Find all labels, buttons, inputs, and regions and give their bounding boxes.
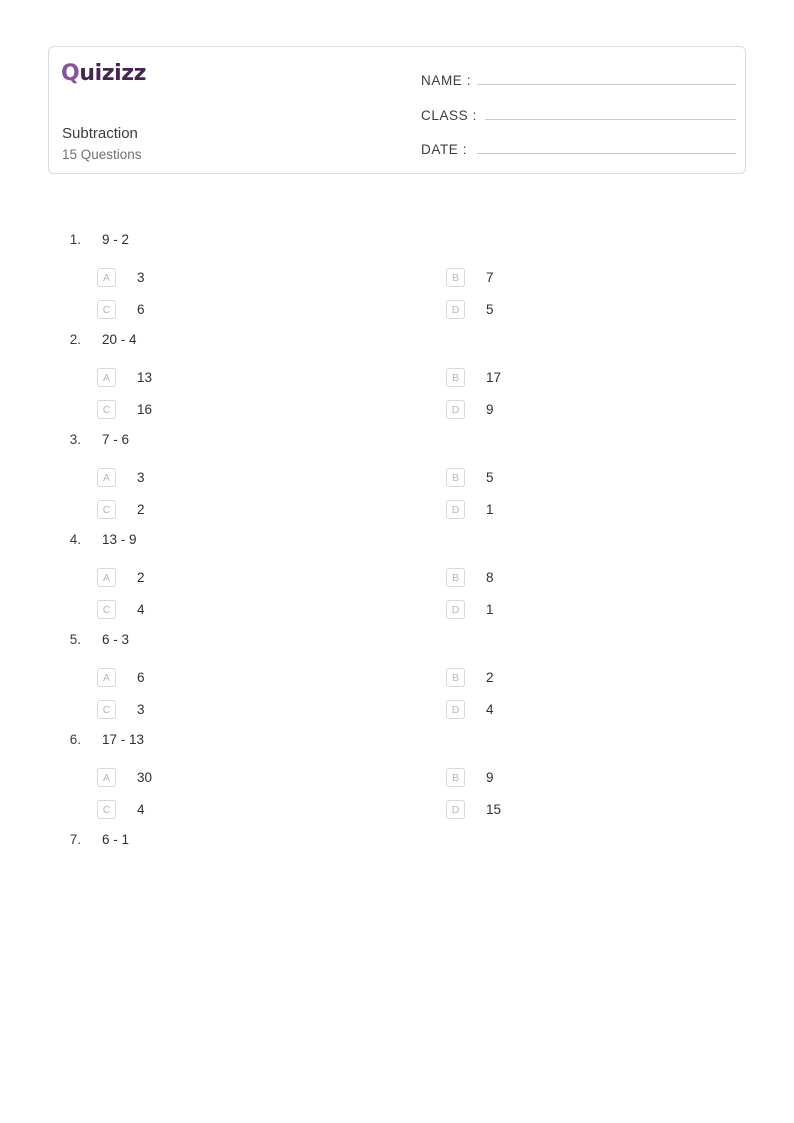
name-input[interactable] xyxy=(477,70,736,85)
choice-text: 15 xyxy=(486,802,502,817)
name-field-row xyxy=(421,70,736,88)
choice-text: 5 xyxy=(486,470,494,485)
choice-letter-badge: B xyxy=(446,268,465,287)
choice-option[interactable] xyxy=(397,598,746,621)
choice-option[interactable] xyxy=(48,398,397,421)
choice-letter-badge: A xyxy=(97,568,116,587)
choice-text: 4 xyxy=(137,602,145,617)
question-header xyxy=(48,432,748,456)
choices-grid xyxy=(48,266,748,321)
question-number: 5. xyxy=(69,632,81,647)
choice-letter-badge: C xyxy=(97,800,116,819)
question-text: 9 - 2 xyxy=(102,232,130,247)
question-number: 7. xyxy=(69,832,81,847)
quizizz-logo xyxy=(61,61,146,86)
question-text: 20 - 4 xyxy=(102,332,137,347)
question-item xyxy=(48,532,748,621)
choice-text: 2 xyxy=(486,670,494,685)
choice-text: 9 xyxy=(486,402,494,417)
choice-option[interactable] xyxy=(397,766,746,789)
choice-text: 9 xyxy=(486,770,494,785)
choice-letter-badge: A xyxy=(97,768,116,787)
choice-text: 6 xyxy=(137,302,145,317)
choice-option[interactable] xyxy=(48,498,397,521)
question-item xyxy=(48,632,748,721)
question-item xyxy=(48,432,748,521)
choice-option[interactable] xyxy=(48,798,397,821)
choice-option[interactable] xyxy=(397,298,746,321)
choice-text: 7 xyxy=(486,270,494,285)
question-item xyxy=(48,732,748,821)
questions-list xyxy=(48,232,748,867)
choice-letter-badge: B xyxy=(446,768,465,787)
choice-letter-badge: A xyxy=(97,368,116,387)
question-number: 1. xyxy=(69,232,81,247)
question-header xyxy=(48,632,748,656)
choice-letter-badge: D xyxy=(446,700,465,719)
choice-letter-badge: A xyxy=(97,268,116,287)
choice-letter-badge: B xyxy=(446,368,465,387)
choice-text: 13 xyxy=(137,370,153,385)
question-number: 2. xyxy=(69,332,81,347)
choice-letter-badge: D xyxy=(446,300,465,319)
choice-option[interactable] xyxy=(48,598,397,621)
choice-option[interactable] xyxy=(397,498,746,521)
choice-option[interactable] xyxy=(48,298,397,321)
choice-letter-badge: D xyxy=(446,800,465,819)
choice-option[interactable] xyxy=(397,266,746,289)
question-item xyxy=(48,332,748,421)
choice-text: 1 xyxy=(486,602,494,617)
choice-letter-badge: B xyxy=(446,468,465,487)
question-number: 6. xyxy=(69,732,81,747)
choice-text: 5 xyxy=(486,302,494,317)
choice-text: 3 xyxy=(137,470,145,485)
choice-letter-badge: D xyxy=(446,600,465,619)
date-input[interactable] xyxy=(477,139,736,154)
question-count: 15 Questions xyxy=(62,147,142,162)
choice-option[interactable] xyxy=(397,666,746,689)
question-text: 7 - 6 xyxy=(102,432,130,447)
date-field-row xyxy=(421,139,736,157)
choice-text: 1 xyxy=(486,502,494,517)
choice-letter-badge: C xyxy=(97,400,116,419)
question-text: 6 - 3 xyxy=(102,632,130,647)
choice-text: 2 xyxy=(137,502,145,517)
question-header xyxy=(48,832,748,856)
question-text: 17 - 13 xyxy=(102,732,145,747)
choice-text: 30 xyxy=(137,770,153,785)
choice-option[interactable] xyxy=(397,398,746,421)
date-field-label: DATE : xyxy=(421,142,468,157)
page-title: Subtraction xyxy=(62,125,138,142)
choice-letter-badge: D xyxy=(446,400,465,419)
choice-option[interactable] xyxy=(397,366,746,389)
worksheet-header-card xyxy=(48,46,746,174)
class-field-label: CLASS : xyxy=(421,108,477,123)
question-text: 13 - 9 xyxy=(102,532,137,547)
choice-letter-badge: C xyxy=(97,500,116,519)
choice-text: 8 xyxy=(486,570,494,585)
choice-text: 17 xyxy=(486,370,502,385)
choice-option[interactable] xyxy=(397,566,746,589)
choice-letter-badge: B xyxy=(446,568,465,587)
class-input[interactable] xyxy=(485,105,736,120)
choice-letter-badge: D xyxy=(446,500,465,519)
choices-grid xyxy=(48,366,748,421)
choice-option[interactable] xyxy=(48,666,397,689)
choice-text: 16 xyxy=(137,402,153,417)
choices-grid xyxy=(48,766,748,821)
choice-option[interactable] xyxy=(397,698,746,721)
logo-first-letter: Q xyxy=(61,61,80,86)
question-header xyxy=(48,232,748,256)
choice-option[interactable] xyxy=(48,566,397,589)
question-text: 6 - 1 xyxy=(102,832,130,847)
choice-option[interactable] xyxy=(397,798,746,821)
question-header xyxy=(48,732,748,756)
choice-text: 2 xyxy=(137,570,145,585)
choice-letter-badge: C xyxy=(97,300,116,319)
choice-option[interactable] xyxy=(48,466,397,489)
choice-letter-badge: A xyxy=(97,468,116,487)
choice-text: 3 xyxy=(137,702,145,717)
question-item xyxy=(48,832,748,856)
choice-letter-badge: C xyxy=(97,600,116,619)
name-field-label: NAME : xyxy=(421,73,472,88)
class-field-row xyxy=(421,105,736,123)
choice-letter-badge: A xyxy=(97,668,116,687)
choice-option[interactable] xyxy=(48,766,397,789)
logo-rest: uizizz xyxy=(79,61,147,86)
question-number: 3. xyxy=(69,432,81,447)
choices-grid xyxy=(48,666,748,721)
choices-grid xyxy=(48,566,748,621)
choice-option[interactable] xyxy=(48,366,397,389)
choice-text: 3 xyxy=(137,270,145,285)
question-item xyxy=(48,232,748,321)
choice-letter-badge: C xyxy=(97,700,116,719)
choices-grid xyxy=(48,466,748,521)
question-header xyxy=(48,332,748,356)
choice-option[interactable] xyxy=(48,266,397,289)
choice-text: 6 xyxy=(137,670,145,685)
question-number: 4. xyxy=(69,532,81,547)
question-header xyxy=(48,532,748,556)
choice-option[interactable] xyxy=(397,466,746,489)
choice-option[interactable] xyxy=(48,698,397,721)
choice-text: 4 xyxy=(137,802,145,817)
choice-text: 4 xyxy=(486,702,494,717)
choice-letter-badge: B xyxy=(446,668,465,687)
